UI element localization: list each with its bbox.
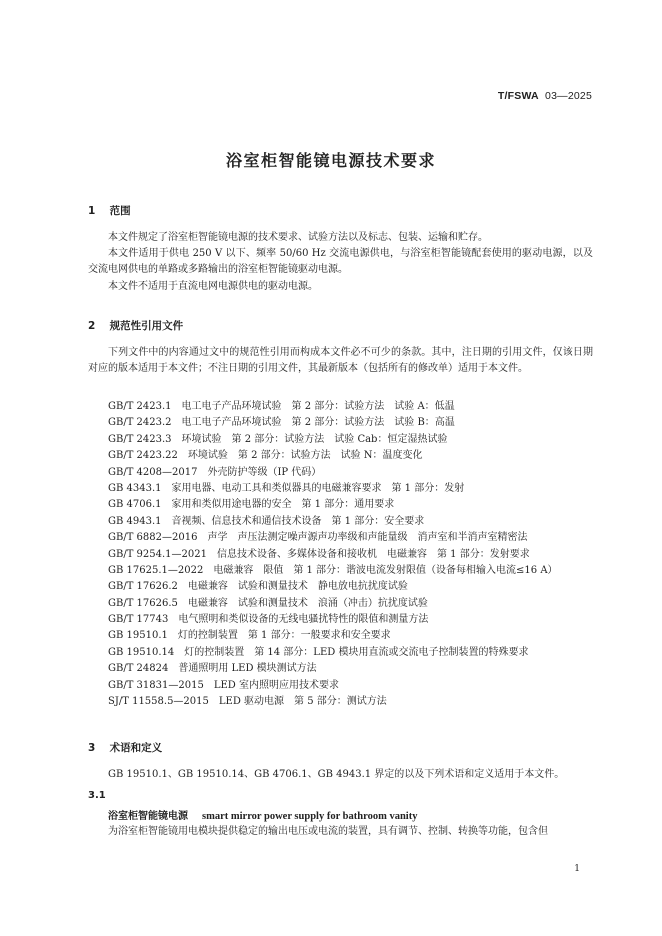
section-1-paragraph-3: 本文件不适用于直流电网电源供电的驱动电源。 <box>108 281 318 292</box>
reference-item: GB/T 17743 电气照明和类似设备的无线电骚扰特性的限值和测量方法 <box>108 614 429 626</box>
section-3-title: 术语和定义 <box>109 742 163 754</box>
section-1-title: 范围 <box>109 205 131 217</box>
section-3-heading <box>88 740 162 755</box>
reference-item: SJ/T 11558.5—2015 LED 驱动电源 第 5 部分：测试方法 <box>108 696 387 708</box>
section-2-number: 2 <box>88 320 96 332</box>
section-2-intro: 下列文件中的内容通过文中的规范性引用而构成本文件必不可少的条款。其中，注日期的引用文件，仅该日期对应的版本适用于本文件；不注日期的引用文件，其最新版本（包括所有的修改单）适用于本文件。 <box>88 347 593 375</box>
section-1-heading <box>88 203 131 218</box>
section-2-title: 规范性引用文件 <box>109 320 184 332</box>
term-name <box>108 807 417 822</box>
reference-item: GB 4943.1 音视频、信息技术和通信技术设备 第 1 部分：安全要求 <box>108 515 425 527</box>
section-1-paragraph-2: 本文件适用于供电 250 V 以下、频率 50/60 Hz 交流电源供电，与浴室柜智能镜配套使用的驱动电源，以及交流电网供电的单路或多路输出的浴室柜智能镜驱动电源。 <box>88 248 593 276</box>
reference-item: GB/T 2423.2 电工电子产品环境试验 第 2 部分：试验方法 试验 B：高温 <box>108 417 455 429</box>
term-name-en: smart mirror power supply for bathroom vanity <box>202 811 418 822</box>
term-definition: 为浴室柜智能镜用电模块提供稳定的输出电压或电流的装置，具有调节、控制、转换等功能，包含但 <box>108 826 548 837</box>
section-1-paragraph-1: 本文件规定了浴室柜智能镜电源的技术要求、试验方法以及标志、包装、运输和贮存。 <box>108 232 488 243</box>
standard-code <box>498 90 592 102</box>
section-3-intro: GB 19510.1、GB 19510.14、GB 4706.1、GB 4943.1 界定的以及下列术语和定义适用于本文件。 <box>108 769 565 780</box>
section-3-number: 3 <box>88 742 96 754</box>
reference-item: GB 19510.1 灯的控制装置 第 1 部分：一般要求和安全要求 <box>108 630 391 642</box>
reference-item: GB 4706.1 家用和类似用途电器的安全 第 1 部分：通用要求 <box>108 499 395 511</box>
reference-item: GB/T 2423.1 电工电子产品环境试验 第 2 部分：试验方法 试验 A：低温 <box>108 401 455 412</box>
reference-item: GB/T 24824 普通照明用 LED 模块测试方法 <box>108 663 317 675</box>
reference-item: GB/T 6882—2016 声学 声压法测定噪声源声功率级和声能量级 消声室和半消声室精密法 <box>108 532 528 544</box>
reference-item: GB/T 9254.1—2021 信息技术设备、多媒体设备和接收机 电磁兼容 第 1 部分：发射要求 <box>108 548 530 560</box>
reference-item: GB/T 31831—2015 LED 室内照明应用技术要求 <box>108 679 339 691</box>
reference-item: GB/T 2423.3 环境试验 第 2 部分：试验方法 试验 Cab：恒定湿热试验 <box>108 433 448 445</box>
reference-item: GB/T 2423.22 环境试验 第 2 部分：试验方法 试验 N：温度变化 <box>108 450 423 462</box>
page-number: 1 <box>574 864 580 874</box>
reference-item: GB 17625.1—2022 电磁兼容 限值 第 1 部分：谐波电流发射限值（设备每相输入电流≤16 A） <box>108 564 558 576</box>
reference-list <box>108 399 558 710</box>
standard-number: 03—2025 <box>545 90 592 102</box>
section-2-heading <box>88 318 183 333</box>
document-title: 浴室柜智能镜电源技术要求 <box>225 151 436 170</box>
reference-item: GB/T 17626.5 电磁兼容 试验和测量技术 浪涌（冲击）抗扰度试验 <box>108 597 428 609</box>
reference-item: GB/T 17626.2 电磁兼容 试验和测量技术 静电放电抗扰度试验 <box>108 581 408 593</box>
term-number: 3.1 <box>88 790 106 801</box>
term-name-cn: 浴室柜智能镜电源 <box>108 811 188 822</box>
reference-item: GB 4343.1 家用电器、电动工具和类似器具的电磁兼容要求 第 1 部分：发射 <box>108 482 465 494</box>
standard-prefix: T/FSWA <box>497 90 539 102</box>
section-1-number: 1 <box>88 205 96 217</box>
reference-item: GB/T 4208—2017 外壳防护等级（IP 代码） <box>108 466 322 478</box>
reference-item: GB 19510.14 灯的控制装置 第 14 部分：LED 模块用直流或交流电子控制装置的特殊要求 <box>108 646 529 658</box>
